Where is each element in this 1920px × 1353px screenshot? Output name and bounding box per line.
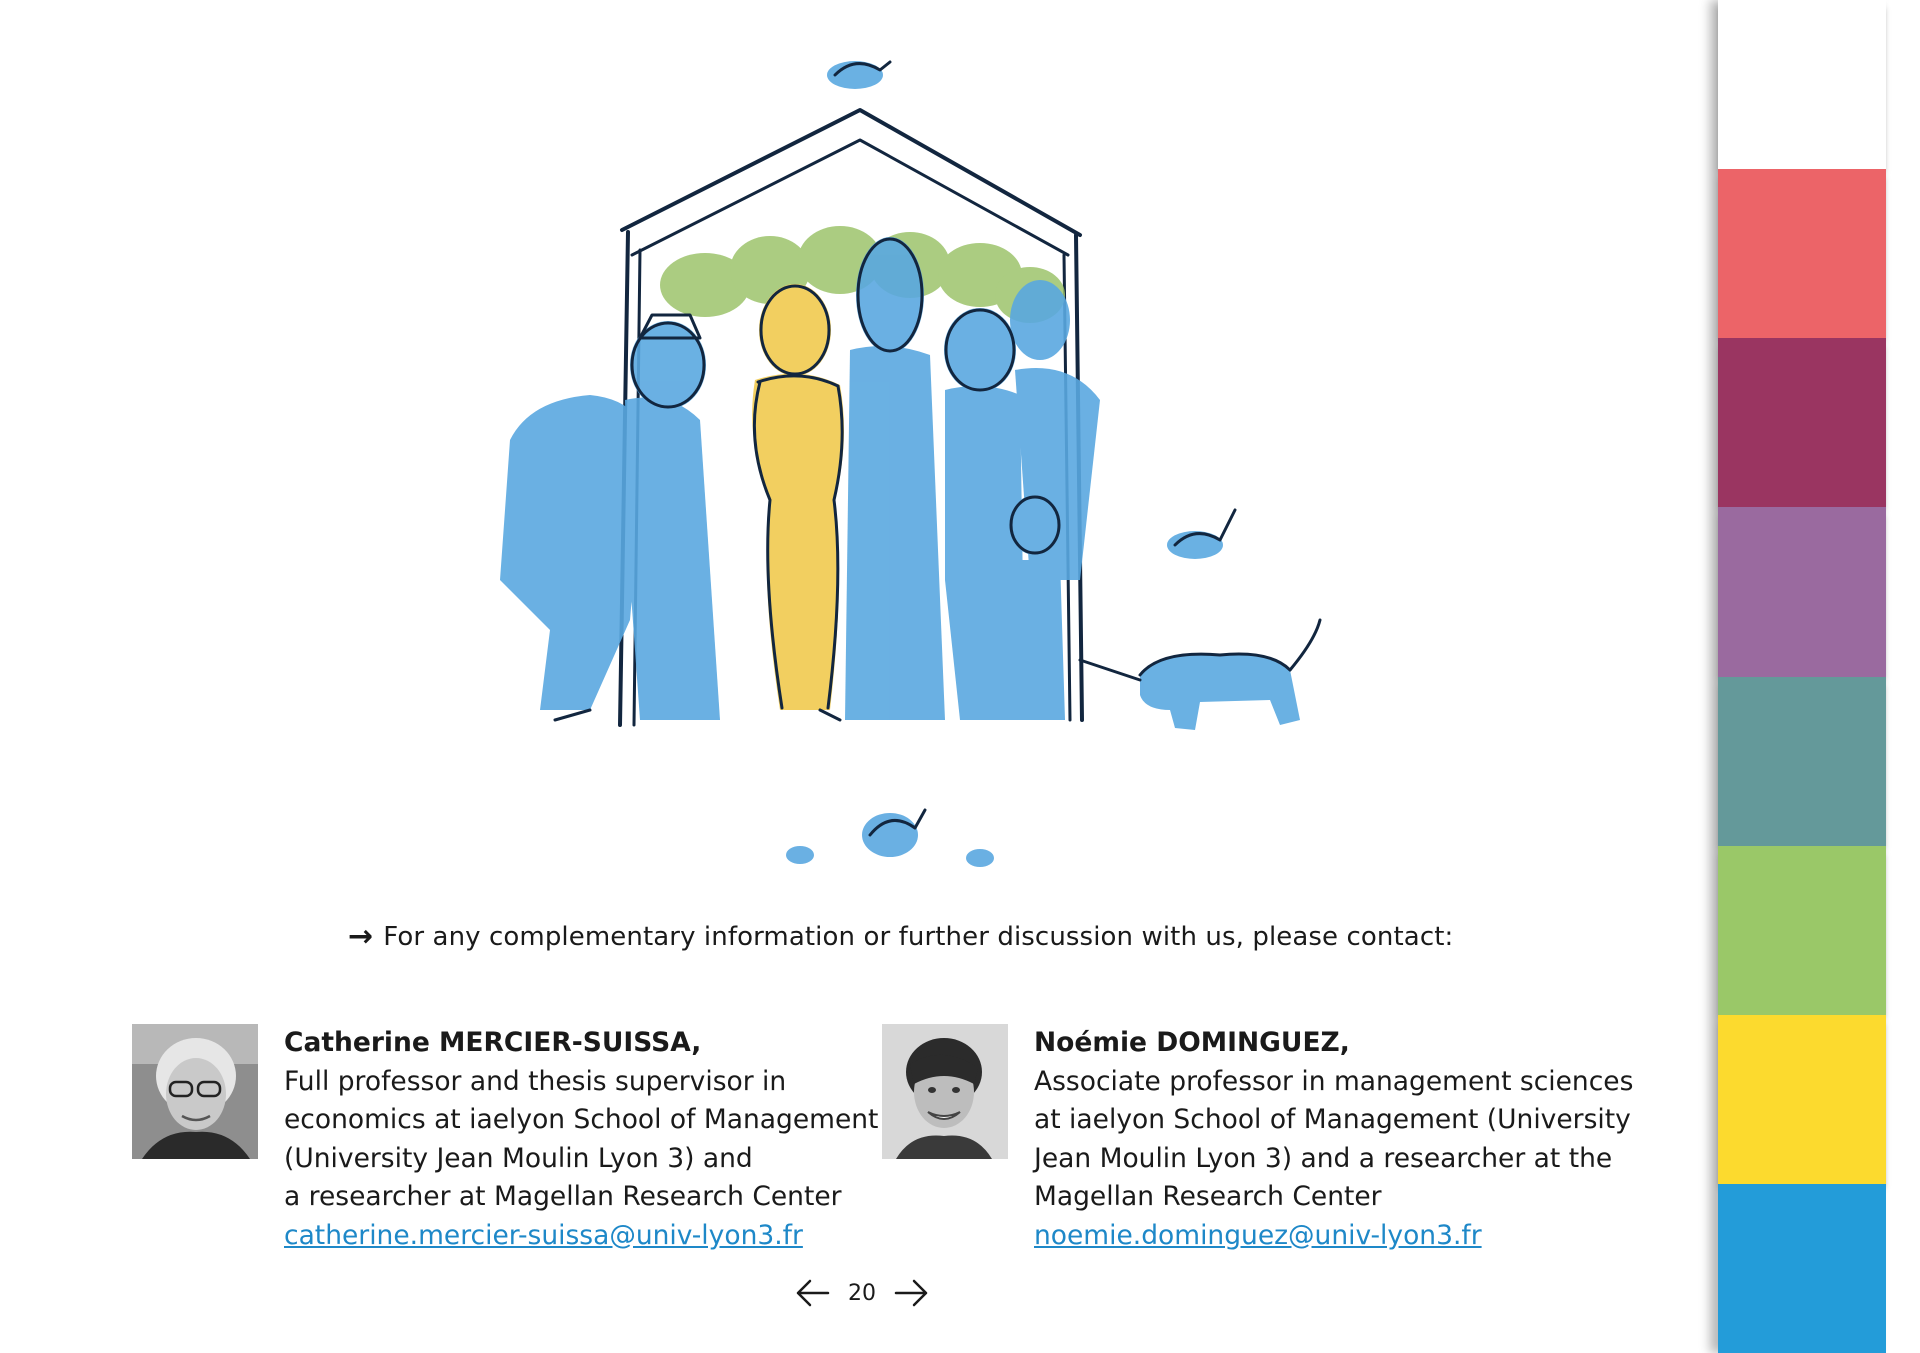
contact-role-line: Jean Moulin Lyon 3) and a researcher at the xyxy=(1034,1142,1613,1174)
contact-card-1 xyxy=(132,1024,878,1255)
contact-photo xyxy=(882,1024,1008,1159)
contact-details xyxy=(1034,1024,1633,1255)
section-tab-white[interactable] xyxy=(1718,0,1886,169)
contact-name: Catherine MERCIER-SUISSA, xyxy=(284,1027,702,1058)
contact-details xyxy=(284,1024,878,1255)
right-arrow-icon: → xyxy=(348,919,374,954)
contact-photo xyxy=(132,1024,258,1159)
contact-prompt-text: For any complementary information or further discussion with us, please contact: xyxy=(383,922,1454,952)
section-tabs xyxy=(1718,0,1886,1353)
contact-role-line: a researcher at Magellan Research Center xyxy=(284,1181,842,1212)
section-tab-yellow[interactable] xyxy=(1718,1015,1886,1184)
contact-card-2 xyxy=(882,1024,1633,1255)
contact-role-line: economics at iaelyon School of Management xyxy=(284,1104,879,1135)
contact-email-link[interactable]: catherine.mercier-suissa@univ-lyon3.fr xyxy=(284,1219,803,1251)
community-house-illustration xyxy=(440,20,1360,900)
contact-role-line: Full professor and thesis supervisor in xyxy=(284,1065,787,1097)
contact-role-line: at iaelyon School of Management (University xyxy=(1034,1104,1631,1135)
contact-role-line: (University Jean Moulin Lyon 3) and xyxy=(284,1142,753,1174)
contact-role-line: Associate professor in management sciences xyxy=(1034,1065,1634,1097)
right-arrow-icon[interactable] xyxy=(894,1278,930,1308)
contact-name: Noémie DOMINGUEZ, xyxy=(1034,1027,1350,1058)
section-tab-green[interactable] xyxy=(1718,846,1886,1015)
page-number: 20 xyxy=(848,1280,876,1306)
section-tab-teal[interactable] xyxy=(1718,677,1886,846)
contact-email-link[interactable]: noemie.dominguez@univ-lyon3.fr xyxy=(1034,1219,1482,1251)
page-navigation xyxy=(794,1278,930,1308)
section-tab-red[interactable] xyxy=(1718,169,1886,338)
section-tab-burgundy[interactable] xyxy=(1718,338,1886,507)
section-tab-purple[interactable] xyxy=(1718,507,1886,676)
contact-prompt xyxy=(348,919,1454,954)
section-tab-blue[interactable] xyxy=(1718,1184,1886,1353)
contact-role-line: Magellan Research Center xyxy=(1034,1181,1382,1212)
left-arrow-icon[interactable] xyxy=(794,1278,830,1308)
